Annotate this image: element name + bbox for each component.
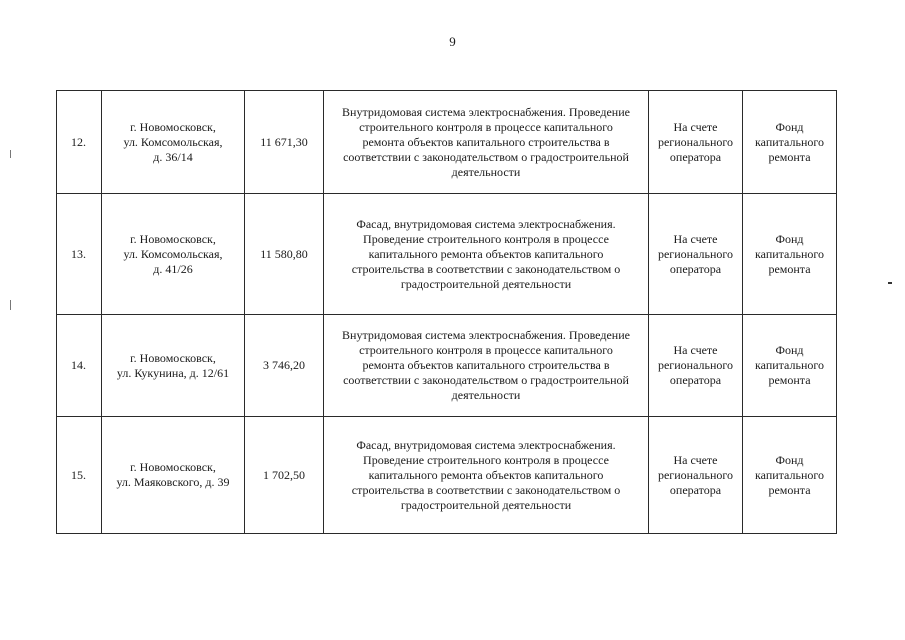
works-description-line: капитального ремонта объектов капитального	[368, 467, 604, 482]
works-description-cell	[324, 194, 649, 315]
works-description-line: деятельности	[451, 388, 521, 402]
address-line: ул. Комсомольская,	[123, 134, 223, 149]
works-description-line: Фасад, внутридомовая система электроснабжения.	[356, 216, 616, 231]
cost-cell: 3 746,20	[245, 315, 324, 417]
works-description-line: Фасад, внутридомовая система электроснабжения.	[356, 437, 616, 452]
works-description-line: Внутридомовая система электроснабжения. Проведение	[342, 328, 630, 342]
works-description-line: строительного контроля в процессе капитального	[359, 119, 613, 134]
funding-source-line: Фонд	[775, 343, 804, 357]
works-description-line: строительства в соответствии с законодательством о	[351, 261, 621, 276]
address-line: ул. Комсомольская,	[123, 246, 223, 261]
funding-source-cell	[743, 417, 837, 534]
account-line: регионального	[657, 467, 734, 482]
address-cell	[102, 194, 245, 315]
account-line: регионального	[657, 134, 734, 149]
scan-mark	[888, 282, 892, 284]
funding-source-line: капитального	[755, 467, 824, 482]
works-description-line: Проведение строительного контроля в процессе	[363, 452, 609, 467]
funding-source-cell	[743, 194, 837, 315]
funding-source-line: ремонта	[768, 261, 811, 276]
address-line: д. 41/26	[153, 261, 193, 276]
scan-mark	[10, 300, 11, 310]
account-line: На счете	[673, 452, 718, 467]
funding-source-line: капитального	[755, 358, 824, 372]
address-line: ул. Маяковского, д. 39	[116, 475, 230, 489]
row-number-cell: 15.	[57, 417, 102, 534]
address-line: г. Новомосковск,	[130, 119, 216, 134]
works-description-cell	[324, 417, 649, 534]
address-cell	[102, 315, 245, 417]
cost-cell: 11 580,80	[245, 194, 324, 315]
account-cell	[649, 417, 743, 534]
funding-source-line: капитального	[755, 134, 824, 149]
address-line: г. Новомосковск,	[130, 231, 216, 246]
funding-source-line: Фонд	[775, 231, 804, 246]
address-cell	[102, 417, 245, 534]
table-row	[57, 194, 837, 315]
table-row	[57, 315, 837, 417]
funding-source-line: ремонта	[768, 482, 811, 497]
works-description-line: Внутридомовая система электроснабжения. Проведение	[342, 104, 630, 119]
table-row	[57, 417, 837, 534]
works-description-line: строительства в соответствии с законодательством о	[351, 482, 621, 497]
funding-source-line: капитального	[755, 246, 824, 261]
address-line: д. 36/14	[153, 149, 193, 164]
address-cell	[102, 91, 245, 194]
works-description-line: Проведение строительного контроля в процессе	[363, 231, 609, 246]
account-line: оператора	[669, 261, 722, 276]
works-table-body	[57, 91, 837, 534]
funding-source-line: Фонд	[775, 452, 804, 467]
funding-source-cell	[743, 315, 837, 417]
works-description-line: ремонта объектов капитального строительства в	[362, 134, 610, 149]
works-description-line: соответствии с законодательством о градостроительной	[343, 149, 629, 164]
account-line: На счете	[673, 119, 718, 134]
row-number-cell: 13.	[57, 194, 102, 315]
row-number-cell: 14.	[57, 315, 102, 417]
works-description-cell	[324, 315, 649, 417]
account-cell	[649, 194, 743, 315]
works-description-line: ремонта объектов капитального строительства в	[362, 358, 610, 372]
account-line: оператора	[669, 373, 722, 387]
account-line: регионального	[657, 358, 734, 372]
account-line: На счете	[673, 343, 718, 357]
works-description-line: капитального ремонта объектов капитального	[368, 246, 604, 261]
account-line: На счете	[673, 231, 718, 246]
table-row	[57, 91, 837, 194]
works-description-cell	[324, 91, 649, 194]
works-table	[56, 90, 837, 534]
account-line: оператора	[669, 149, 722, 164]
address-line: г. Новомосковск,	[130, 350, 216, 365]
address-line: г. Новомосковск,	[130, 460, 216, 474]
funding-source-line: ремонта	[768, 149, 811, 164]
cost-cell: 1 702,50	[245, 417, 324, 534]
account-cell	[649, 315, 743, 417]
works-description-line: деятельности	[451, 164, 521, 179]
works-description-line: градостроительной деятельности	[400, 497, 572, 512]
scan-mark	[10, 150, 11, 158]
row-number-cell: 12.	[57, 91, 102, 194]
account-cell	[649, 91, 743, 194]
funding-source-cell	[743, 91, 837, 194]
address-line: ул. Кукунина, д. 12/61	[116, 365, 230, 380]
works-description-line: строительного контроля в процессе капитального	[359, 343, 613, 357]
account-line: регионального	[657, 246, 734, 261]
works-description-line: градостроительной деятельности	[400, 276, 572, 291]
cost-cell: 11 671,30	[245, 91, 324, 194]
account-line: оператора	[669, 482, 722, 497]
funding-source-line: ремонта	[768, 373, 811, 387]
funding-source-line: Фонд	[775, 119, 804, 134]
works-description-line: соответствии с законодательством о градостроительной	[343, 373, 629, 387]
page-number: 9	[449, 34, 456, 49]
